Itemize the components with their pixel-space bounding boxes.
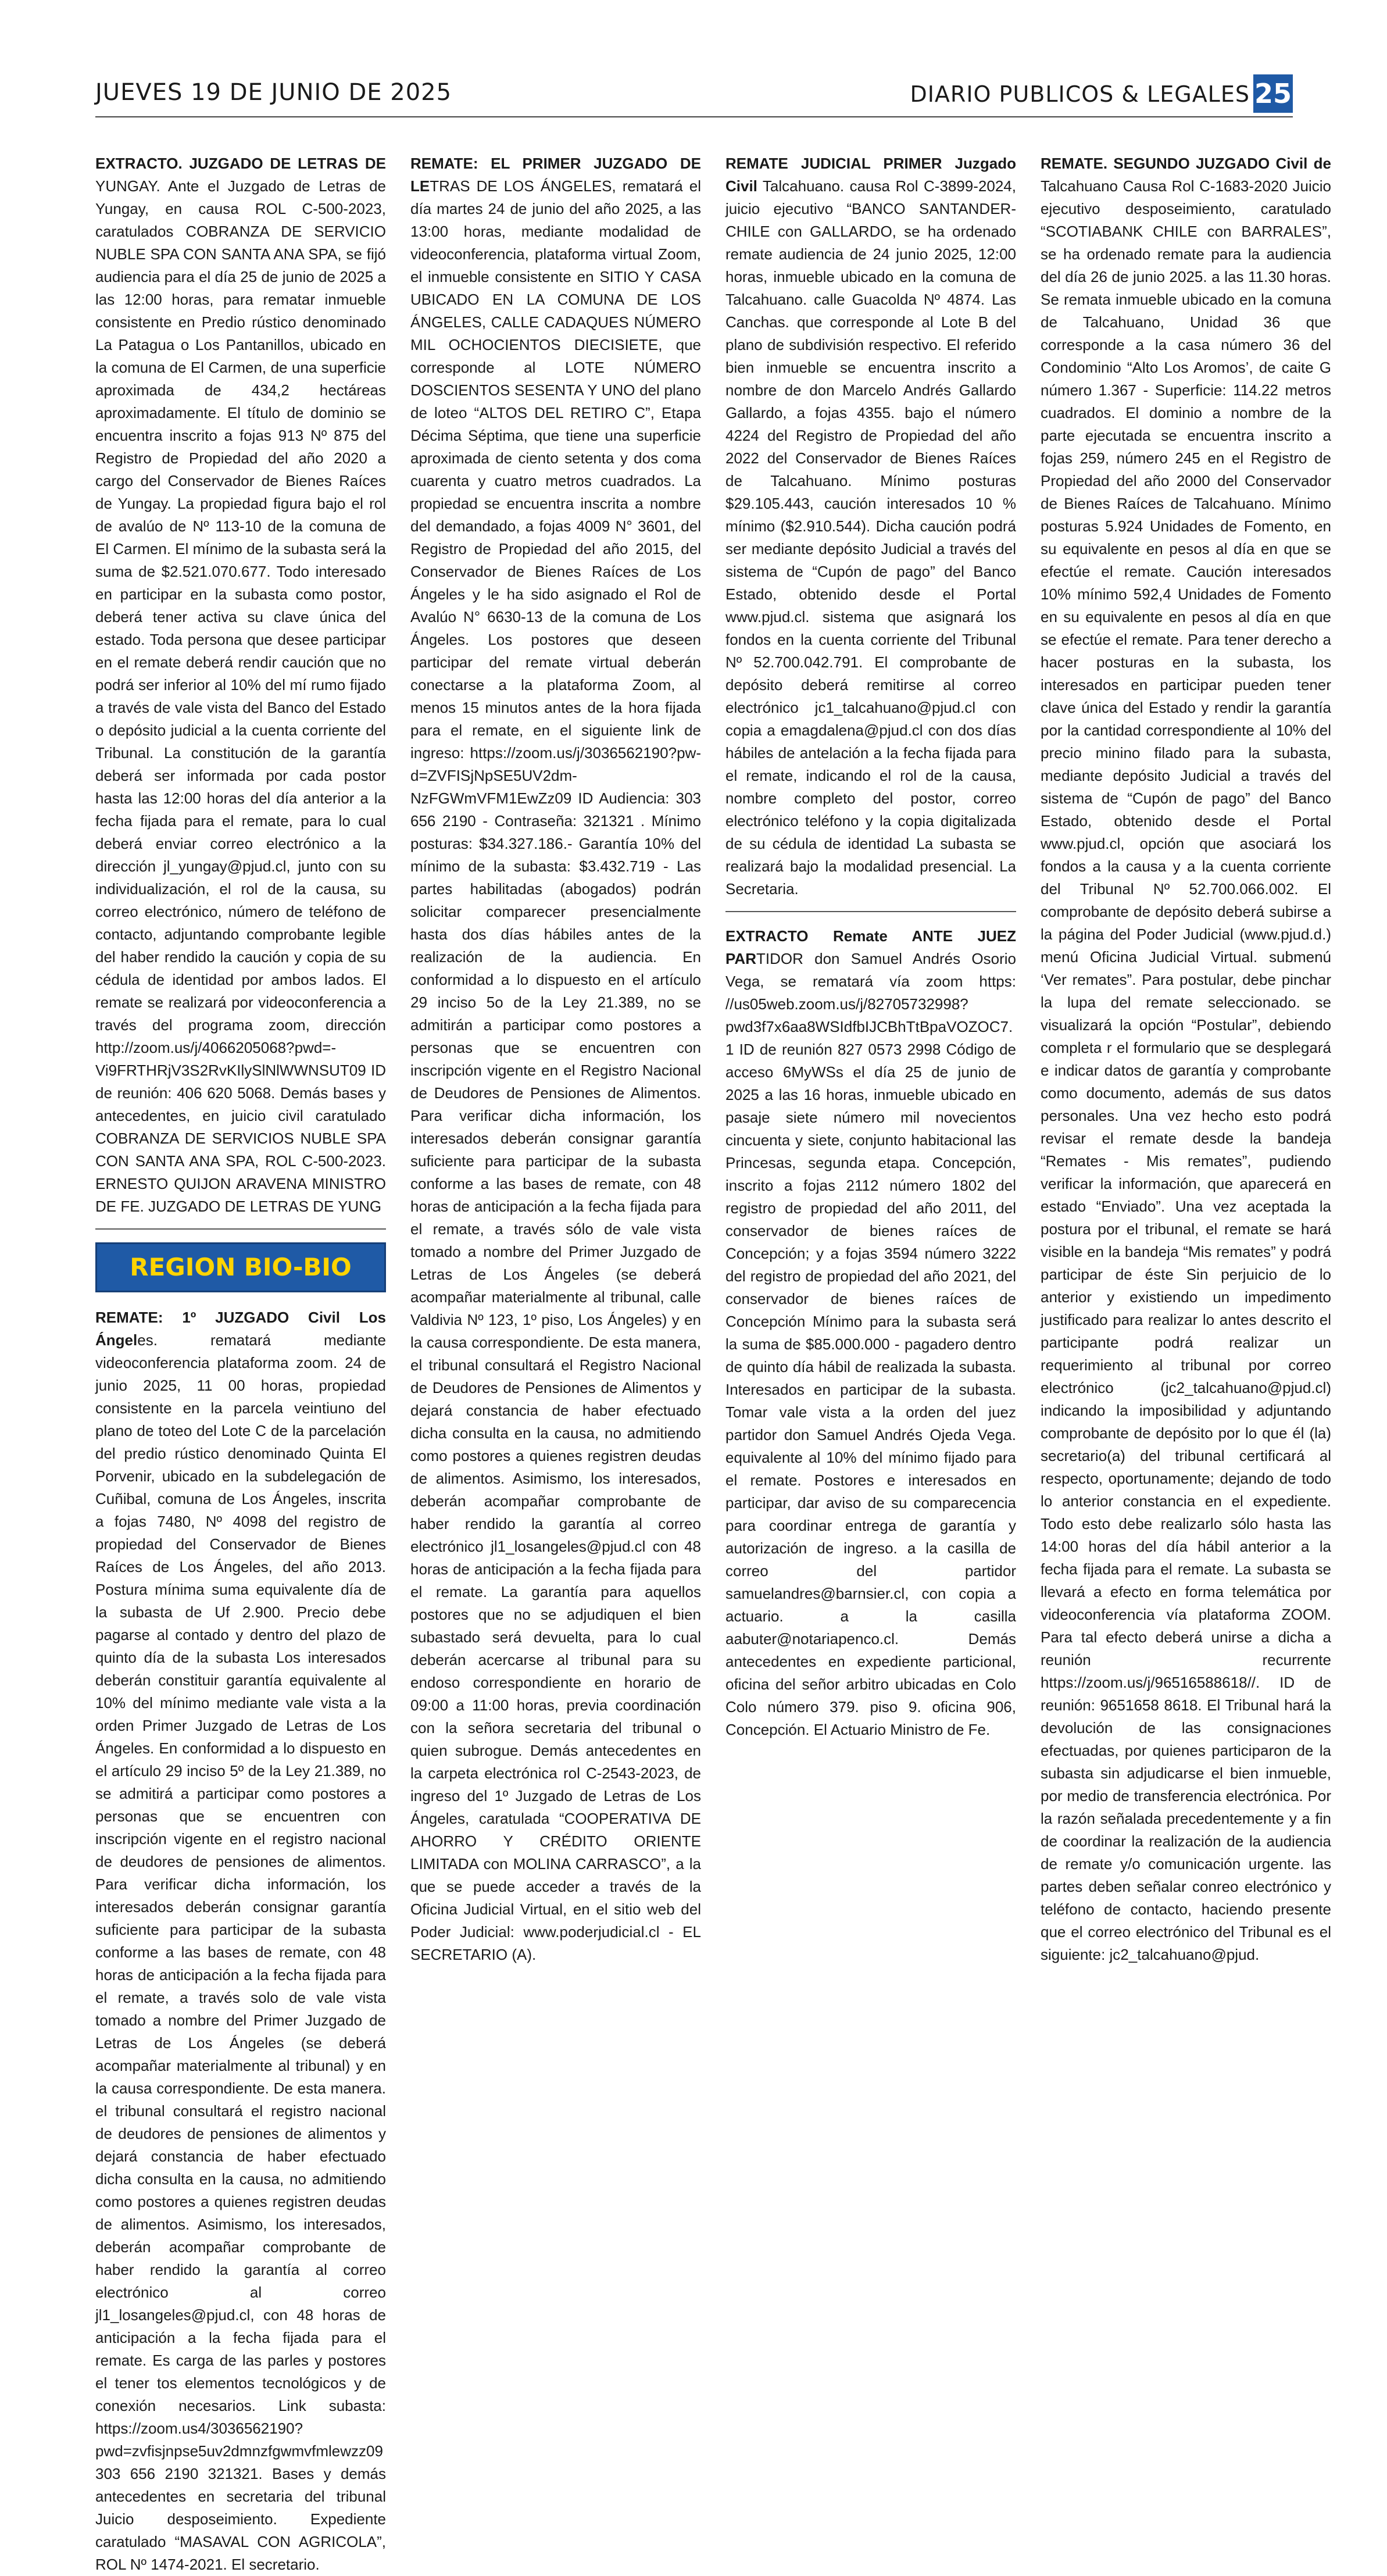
section-title: DIARIO PUBLICOS & LEGALES — [910, 81, 1250, 107]
notice-lead: REMATE: EL PRIMER JUZGADO DE LE — [410, 155, 701, 195]
notice-lead: EXTRACTO. JUZGADO DE LETRAS DE — [95, 155, 386, 172]
notice-lead: REMATE. SEGUNDO JUZGADO Civil de — [1041, 155, 1331, 172]
page-header — [95, 74, 1293, 113]
issue-date: JUEVES 19 DE JUNIO DE 2025 — [95, 79, 452, 106]
notice-body: TRAS DE LOS ÁNGELES, rematará el día martes 24 de junio del año 2025, a las 13:00 horas, mediante modalidad de videoconferencia, plataforma virtual Zoom, el inmueble consistente en SITIO Y CASA UBICADO EN LA COMUNA DE LOS ÁNGELES, CALLE CADAQUES NÚMERO MIL OCHOCIENTOS DIECISIETE, que corresponde al LOTE NÚMERO DOSCIENTOS SESENTA Y UNO del plano de loteo “ALTOS DEL RETIRO C”, Etapa Décima Séptima, que tiene una superficie aproximada de ciento setenta y dos coma cuarenta y cuatro metros cuadrados. La propiedad se encuentra inscrita a nombre del demandado, a fojas 4009 N° 3601, del Registro de Propiedad del año 2015, del Conservador de Bienes Raíces de Los Ángeles y le ha sido asignado el Rol de Avalúo N° 6630-13 de la comuna de Los Ángeles. Los postores que deseen participar del remate virtual deberán conectarse a la plataforma Zoom, al menos 15 minutos antes de la hora fijada para el remate, en el siguiente link de ingreso: https://zoom.us/j/3036562190?pw-d=ZVFISjNpSE5UV2dm-NzFGWmVFM1EwZz09 ID Audiencia: 303 656 2190 - Contraseña: 321321 . Mínimo posturas: $34.327.186.- Garantía 10% del mínimo de la subasta: $3.432.719 - Las partes habilitadas (abogados) podrán solicitar comparecer presencialmente hasta dos días hábiles antes de la realización de la audiencia. En conformidad a lo dispuesto en el artículo 29 inciso 5o de la Ley 21.389, no se admitirán a participar como postores a personas que se encuentren con inscripción vigente en el Registro Nacional de Deudores de Pensiones de Alimentos. Para verificar dicha información, los interesados deberán consignar garantía suficiente para participar de la subasta conforme a las bases de remate, con 48 horas de anticipación a la fecha fijada para el remate, a través sólo de vale vista tomado a nombre del Primer Juzgado de Letras de Los Ángeles (se deberá acompañar materialmente al tribunal, calle Valdivia Nº 123, 1º piso, Los Ángeles) y en la causa correspondiente. De esta manera, el tribunal consultará el Registro Nacional de Deudores de Pensiones de Alimentos y dejará constancia de haber efectuado dicha consulta en la causa, no admitiendo como postores a quienes registren deudas de alimentos. Asimismo, los interesados, deberán acompañar comprobante de haber rendido la garantía al correo electrónico jl1_losangeles@pjud.cl con 48 horas de anticipación a la fecha fijada para el remate. La garantía para aquellos postores que no se adjudiquen el bien subastado será devuelta, para lo cual deberán acercarse al tribunal para su endoso correspondiente en horario de 09:00 a 11:00 horas, previa coordinación con la señora secretaria del tribunal o quien subrogue. Demás antecedentes en la carpeta electrónica rol C-2543-2023, de ingreso del 1º Juzgado de Letras de Los Ángeles, caratulada “COOPERATIVA DE AHORRO Y CRÉDITO ORIENTE LIMITADA con MOLINA CARRASCO”, a la que se puede acceder a través de la Oficina Judicial Virtual, en el sitio web del Poder Judicial: www.poderjudicial.cl - EL SECRETARIO (A). — [410, 177, 701, 1963]
notice-extracto-yungay — [95, 152, 386, 1218]
column-1 — [95, 152, 386, 2573]
notice-divider — [95, 1228, 386, 1230]
notice-divider — [725, 911, 1016, 912]
notice-body: es. rematará mediante videoconferencia plataforma zoom. 24 de junio 2025, 11 00 horas, propiedad consistente en la parcela veintiuno del plano de toteo del Lote C de la parcelación del predio rústico denominado Quinta El Porvenir, ubicado en la subdelegación de Cuñibal, comuna de Los Ángeles, inscrita a fojas 7480, Nº 4098 del registro de propiedad del Conservador de Bienes Raíces de Los Ángeles, del año 2013. Postura mínima suma equivalente día de la subasta de Uf 2.900. Precio debe pagarse al contado y dentro del plazo de quinto día de la subasta Los interesados deberán constituir garantía equivalente al 10% del mínimo mediante vale vista a la orden Primer Juzgado de Letras de Los Ángeles. En conformidad a lo dispuesto en el artículo 29 inciso 5º de la Ley 21.389, no se admitirá a participar como postores a personas que se encuentren con inscripción vigente en el registro nacional de deudores de pensiones de alimentos. Para verificar dicha información, los interesados deberán consignar garantía suficiente para participar de la subasta conforme a las bases de remate, con 48 horas de anticipación a la fecha fijada para el remate, a través solo de vale vista tomado a nombre del Primer Juzgado de Letras de Los Ángeles (se deberá acompañar materialmente al tribunal) y en la causa correspondiente. De esta manera. el tribunal consultará el registro nacional de deudores de pensiones de alimentos y dejará constancia de haber efectuado dicha consulta en la causa, no admitiendo como postores a quienes registren deudas de alimentos. Asimismo, los interesados, deberán acompañar comprobante de haber rendido la garantía al correo electrónico al correo jl1_losangeles@pjud.cl, con 48 horas de anticipación a la fecha fijada para el remate. Es carga de las parles y postores el tener tos elementos tecnológicos y de conexión necesarios. Link subasta: https://zoom.us4/3036562190?pwd=zvfisjnpse5uv2dmnzfgwmvfmlewzz09 303 656 2190 321321. Bases y demás antecedentes en secretaria del tribunal Juicio desposeimiento. Expediente caratulado “MASAVAL CON AGRICOLA”, ROL Nº 1474-2021. El secretario. — [95, 1331, 386, 2573]
header-rule — [95, 116, 1293, 117]
page-number: 25 — [1253, 74, 1293, 113]
notice-body: YUNGAY. Ante el Juzgado de Letras de Yungay, en causa ROL C-500-2023, caratulados COBRANZA DE SERVICIO NUBLE SPA CON SANTA ANA SPA, se fijó audiencia para el día 25 de junio de 2025 a las 12:00 horas, para rematar inmueble consistente en Predio rústico denominado La Patagua o Los Pantanillos, ubicado en la comuna de El Carmen, de una superficie aproximada de 434,2 hectáreas aproximadamente. El título de dominio se encuentra inscrito a fojas 913 Nº 875 del Registro de Propiedad del año 2020 a cargo del Conservador de Bienes Raíces de Yungay. La propiedad figura bajo el rol de avalúo de Nº 113-10 de la comuna de El Carmen. El mínimo de la subasta será la suma de $2.521.070.677. Todo interesado en participar en la subasta como postor, deberá tener activa su clave única del estado. Toda persona que desee participar en el remate deberá rendir caución que no podrá ser inferior al 10% del mí rumo fijado a través de vale vista del Banco del Estado o depósito judicial a la cuenta corriente del Tribunal. La constitución de la garantía deberá ser informada por cada postor hasta las 12:00 horas del día anterior a la fecha fijada para el remate, para lo cual deberá enviar correo electrónico a la dirección jl_yungay@pjud.cl, junto con su individualización, el rol de la causa, su correo electrónico, número de teléfono de contacto, adjuntando comprobante legible del haber rendido la caución y copia de su cédula de identidad por ambos lados. El remate se realizará por videoconferencia a través del programa zoom, dirección http://zoom.us/j/4066205068?pwd=-Vi9FRTHRjV3S2RvKIlySlNlWWNSUT09 ID de reunión: 406 620 5068. Demás bases y antecedentes, en juicio civil caratulado COBRANZA DE SERVICIOS NUBLE SPA CON SANTA ANA SPA, ROL C-500-2023. ERNESTO QUIJON ARAVENA MINISTRO DE FE. JUZGADO DE LETRAS DE YUNG — [95, 177, 386, 1215]
notice-body: TIDOR don Samuel Andrés Osorio Vega, se rematará vía zoom https: //us05web.zoom.us/j/82705732998?pwd3f7x6aa8WSIdfbIJCBhTtBpaVOZOC7.1 ID de reunión 827 0573 2998 Código de acceso 6MyWSs el día 25 de junio de 2025 a las 16 horas, inmueble ubicado en pasaje siete número mil novecientos cincuenta y siete, conjunto habitacional las Princesas, segunda etapa. Concepción, inscrito a fojas 2112 número 1802 del registro de propiedad del año 2011, del conservador de bienes raíces de Concepción; y a fojas 3594 número 3222 del registro de propiedad del año 2021, del conservador de bienes raíces de Concepción Mínimo para la subasta será la suma de $85.000.000 - pagadero dentro de quinto día hábil de realizada la subasta. Interesados en participar de la subasta. Tomar vale vista a la orden del juez partidor don Samuel Andrés Ojeda Vega. equivalente al 10% del mínimo fijado para el remate. Postores e interesados en participar, dar aviso de su comparecencia para coordinar entrega de garantía y autorización de ingreso. a la casilla de correo del partidor samuelandres@barnsier.cl, con copia a actuario. a la casilla aabuter@notariapenco.cl. Demás antecedentes en expediente particional, oficina del señor arbitro ubicadas en Colo Colo número 379. piso 9. oficina 906, Concepción. El Actuario Ministro de Fe. — [725, 950, 1016, 1738]
region-banner: REGION BIO-BIO — [95, 1242, 386, 1292]
notice-remate-talcahuano-1 — [725, 152, 1016, 901]
notice-body: Talcahuano. causa Rol C-3899-2024, juicio ejecutivo “BANCO SANTANDER-CHILE con GALLARDO, se ha ordenado remate audiencia de 24 junio 2025, 12:00 horas, inmueble ubicado en la comuna de Talcahuano. calle Guacolda Nº 4874. Las Canchas. que corresponde al Lote B del plano de subdivisión respectivo. El referido bien inmueble se encuentra inscrito a nombre de don Marcelo Andrés Gallardo Gallardo, a fojas 4355. bajo el número 4224 del Registro de Propiedad del año 2022 del Conservador de Bienes Raíces de Talcahuano. Mínimo posturas $29.105.443, caución interesados 10 % mínimo ($2.910.544). Dicha caución podrá ser mediante depósito Judicial a través del sistema de “Cupón de pago” del Banco Estado, obtenido desde el Portal www.pjud.cl. sistema que asignará los fondos en la cuenta corriente del Tribunal Nº 52.700.042.791. El comprobante de depósito deberá remitirse al correo electrónico jc1_talcahuano@pjud.cl con copia a emagdalena@pjud.cl con dos días hábiles de antelación a la fecha fijada para el remate, indicando el rol de la causa, nombre completo del postor, correo electrónico teléfono y la copia digitalizada de su cédula de identidad La subasta se realizará bajo la modalidad presencial. La Secretaria. — [725, 177, 1016, 898]
column-2 — [410, 152, 701, 2024]
notice-body: Talcahuano Causa Rol C-1683-2020 Juicio ejecutivo desposeimiento, caratulado “SCOTIABANK CHILE con BARRALES”, se ha ordenado remate para la audiencia del día 26 de junio 2025. a las 11.30 horas. Se remata inmueble ubicado en la comuna de Talcahuano, Unidad 36 que corresponde a la casa número 36 del Condominio “Alto Los Aromos’, de caite G número 1.367 - Superficie: 114.22 metros cuadrados. El dominio a nombre de la parte ejecutada se encuentra inscrito a fojas 259, número 245 en el Registro de Propiedad del año 2000 del Conservador de Bienes Raíces de Talcahuano. Mínimo posturas 5.924 Unidades de Fomento, en su equivalente en pesos al día en que se efectúe el remate. Caución interesados 10% mínimo 592,4 Unidades de Fomento en su equivalente en pesos al día en que se efectúe el remate. Para tener derecho a hacer posturas en la subasta, los interesados en participar pueden tener clave única del Estado y rendir la garantía por la cantidad correspondiente al 10% del precio minino filado para la subasta, mediante depósito Judicial a través del sistema de “Cupón de pago” del Banco Estado, obtenido desde el Portal www.pjud.cl, opción que asociará los fondos a la causa y a la cuenta corriente del Tribunal Nº 52.700.066.002. El comprobante de depósito deberá subirse a la página del Poder Judicial (www.pjud.d.) menú Oficina Judicial Virtual. submenú ‘Ver remates”. Para postular, debe pinchar la lupa del remate seleccionado. se visualizará la opción “Postular”, debiendo completa r el formulario que se desplegará e indicar datos de garantía y comprobante como documento, además de sus datos personales. Una vez hecho esto podrá revisar el remate desde la bandeja “Remates - Mis remates”, pudiendo verificar la información, que aparecerá en estado “Enviado”. Una vez aceptada la postura por el tribunal, el remate se hará visible en la bandeja “Mis remates” y podrá participar de éste Sin perjuicio de lo anterior y existiendo un impedimento justificado para realizar lo antes descrito el participante podrá realizar un requerimiento al tribunal por correo electrónico (jc2_talcahuano@pjud.cl) indicando la imposibilidad y adjuntando comprobante de depósito por lo que él (la) secretario(a) del tribunal certificará al respecto, oportunamente; dejando de todo lo anterior constancia en el expediente. Todo esto debe realizarlo sólo hasta las 14:00 horas del día hábil anterior a la fecha fijada para el remate. La subasta se llevará a efecto en forma telemática por videoconferencia vía plataforma ZOOM. Para tal efecto deberá unirse a dicha a reunión recurrente https://zoom.us/j/96516588618//. ID de reunión: 9651658 8618. El Tribunal hará la devolución de las consignaciones efectuadas, por quienes participaron de la subasta sin adjudicarse el bien inmueble, por medio de transferencia electrónica. Por la razón señalada precedentemente y a fin de coordinar la realización de la audiencia de remate y/o comunicación urgente. las partes deben señalar conreo electrónico y teléfono de contacto, haciendo presente que el correo electrónico del Tribunal es el siguiente: jc2_talcahuano@pjud. — [1041, 177, 1331, 1963]
notice-lead: REMATE JUDICIAL PRIMER Juzgado Civil — [725, 155, 1016, 195]
column-4 — [1041, 152, 1331, 2024]
notice-remate-los-angeles-1 — [95, 1306, 386, 2576]
column-3 — [725, 152, 1016, 2024]
notice-remate-talcahuano-2 — [1041, 152, 1331, 1966]
notice-lead: REMATE: 1º JUZGADO Civil Los Ángel — [95, 1309, 386, 1349]
notice-lead: EXTRACTO Remate ANTE JUEZ PAR — [725, 927, 1016, 967]
notice-extracto-partidor — [725, 925, 1016, 1741]
notice-remate-primer-juzgado — [410, 152, 701, 1966]
